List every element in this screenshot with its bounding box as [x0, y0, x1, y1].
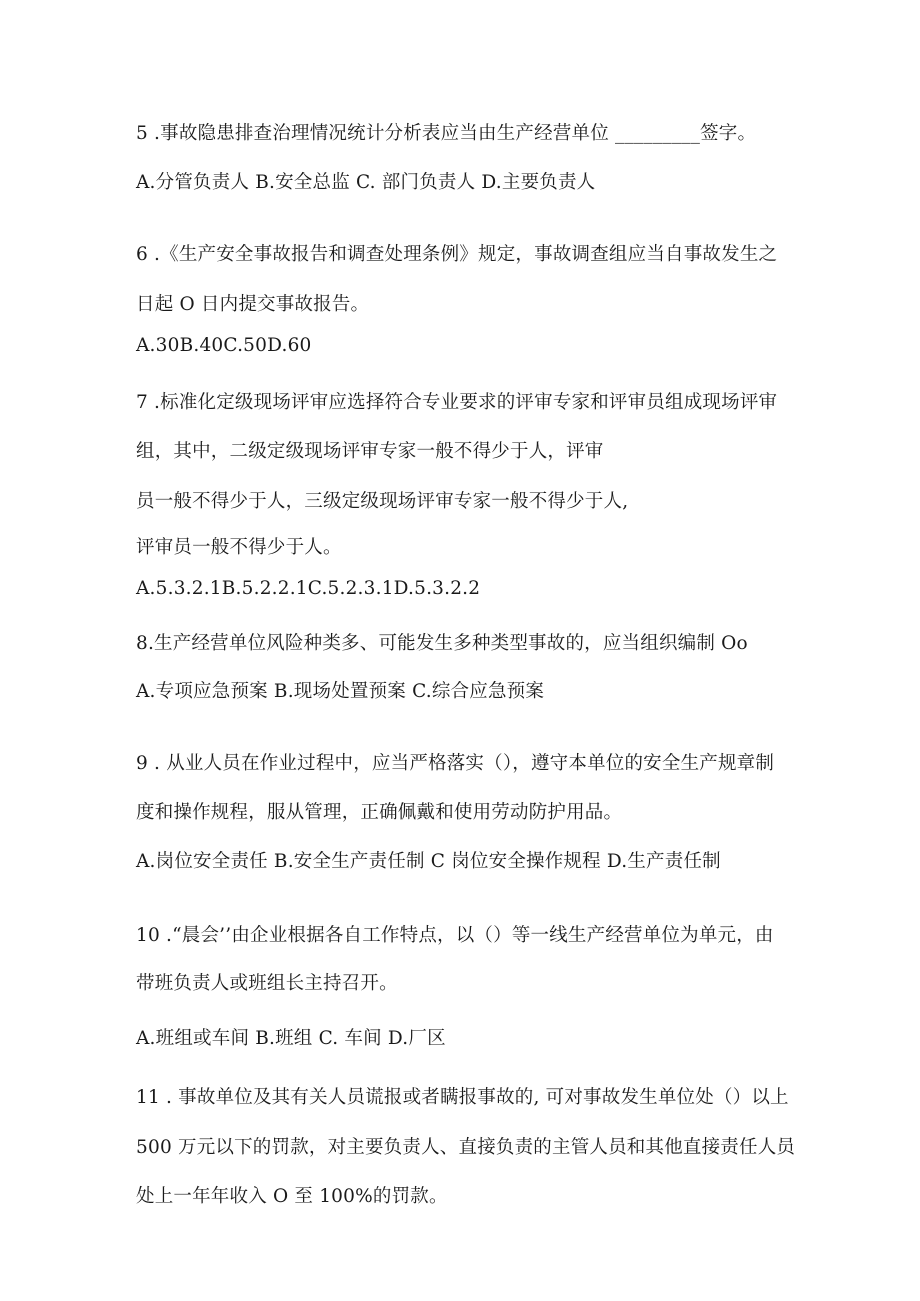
question-7-text-line-3: 员一般不得少于人，三级定级现场评审专家一般不得少于人,: [136, 491, 629, 512]
question-7-text-line-1: 7 .标准化定级现场评审应选择符合专业要求的评审专家和评审员组成现场评审: [136, 392, 778, 413]
question-10-text-line-1: 10 .“晨会’’由企业根据各自工作特点，以（）等一线生产经营单位为单元，由: [136, 925, 774, 946]
question-10-options: A.班组或车间 B.班组 C. 车间 D.厂区: [136, 1028, 446, 1049]
question-7-text-line-4: 评审员一般不得少于人。: [136, 537, 342, 558]
question-5-text: 5 .事故隐患排查治理情况统计分析表应当由生产经营单位 _________签字。: [136, 123, 757, 144]
question-11-text-line-2: 500 万元以下的罚款，对主要负责人、直接负责的主管人员和其他直接责任人员: [136, 1137, 796, 1158]
question-10-text-line-2: 带班负责人或班组长主持召开。: [136, 973, 398, 994]
question-6-options: A.30B.40C.50D.60: [136, 335, 312, 356]
question-8-text: 8.生产经营单位风险种类多、可能发生多种类型事故的，应当组织编制 Oo: [136, 633, 748, 654]
question-8-options: A.专项应急预案 B.现场处置预案 C.综合应急预案: [136, 681, 545, 702]
question-9-options: A.岗位安全责任 B.安全生产责任制 C 岗位安全操作规程 D.生产责任制: [136, 851, 721, 872]
question-5-options: A.分管负责人 B.安全总监 C. 部门负责人 D.主要负责人: [136, 172, 596, 193]
question-6-text-line-1: 6 .《生产安全事故报告和调查处理条例》规定，事故调查组应当自事故发生之: [136, 244, 778, 265]
question-7-text-line-2: 组，其中，二级定级现场评审专家一般不得少于人，评审: [136, 441, 604, 462]
question-7-options: A.5.3.2.1B.5.2.2.1C.5.2.3.1D.5.3.2.2: [136, 578, 481, 599]
question-11-text-line-3: 处上一年年收入 O 至 100%的罚款。: [136, 1186, 448, 1207]
question-9-text-line-2: 度和操作规程，服从管理，正确佩戴和使用劳动防护用品。: [136, 802, 623, 823]
question-6-text-line-2: 日起 O 日内提交事故报告。: [136, 294, 370, 315]
question-9-text-line-1: 9 . 从业人员在作业过程中，应当严格落实（），遵守本单位的安全生产规章制: [136, 753, 775, 774]
question-11-text-line-1: 11 . 事故单位及其有关人员谎报或者瞒报事故的, 可对事故发生单位处（）以上: [136, 1087, 789, 1108]
